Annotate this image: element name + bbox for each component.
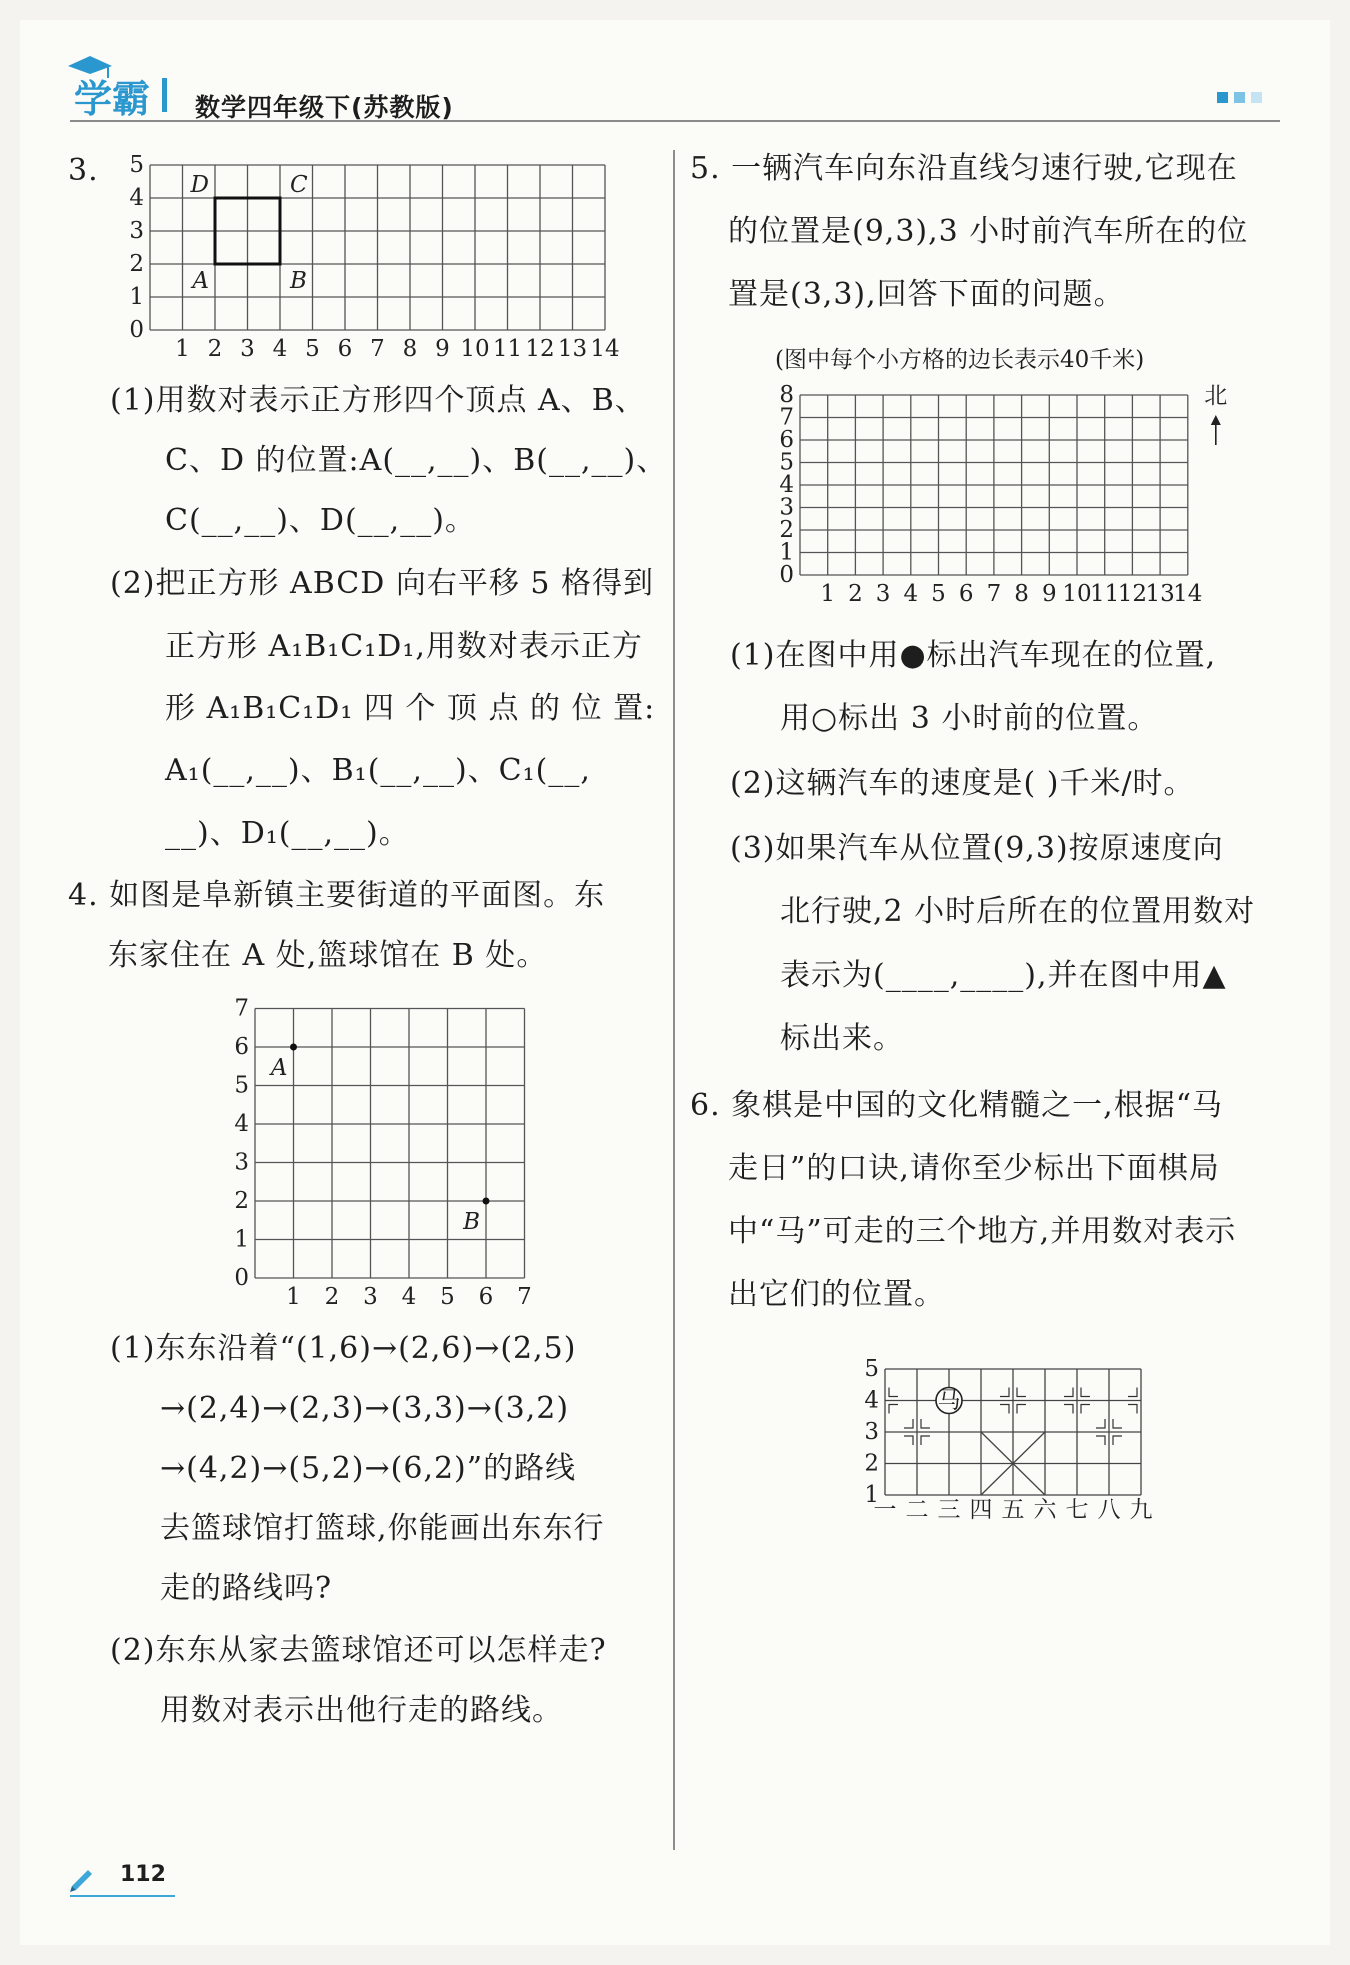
q3-y-tick-label: 4 (129, 185, 144, 211)
q5-y-tick-label: 1 (779, 539, 794, 566)
q6-x-tick-label: 三 (937, 1497, 961, 1523)
q4-part1-line4: 去篮球馆打篮球,你能画出东东行 (160, 1511, 605, 1546)
q3-x-tick-label: 7 (370, 336, 385, 362)
q5-x-tick-label: 2 (848, 581, 863, 607)
q3-x-tick-label: 5 (305, 336, 320, 362)
q5-y-tick-label: 3 (779, 494, 794, 521)
q4-y-tick-label: 5 (234, 1072, 249, 1099)
q3-part1-line3: C(__,__)、D(__,__)。 (165, 503, 476, 538)
q4-part1-line3: →(4,2)→(5,2)→(6,2)”的路线 (160, 1451, 577, 1486)
q4-x-tick-label: 4 (401, 1284, 417, 1310)
q3-y-tick-label: 3 (129, 218, 144, 244)
q3-part2-line3: 形 A₁B₁C₁D₁ 四 个 顶 点 的 位 置: (165, 691, 656, 726)
q6-position-mark (904, 1436, 913, 1445)
q6-position-mark (1113, 1436, 1122, 1445)
q5-part2-line1: (2)这辆汽车的速度是( )千米/时。 (730, 766, 1195, 801)
q3-part2-line4: A₁(__,__)、B₁(__,__)、C₁(__, (165, 753, 591, 788)
q6-horse-piece-label: 马 (937, 1387, 961, 1414)
q6-position-mark (1096, 1436, 1105, 1445)
q4-point-label-a: A (270, 1055, 288, 1081)
q4-part1-line1: (1)东东沿着“(1,6)→(2,6)→(2,5) (110, 1331, 577, 1366)
q4-y-tick-label: 1 (234, 1226, 249, 1253)
q6-position-mark (1113, 1419, 1122, 1428)
q5-x-tick-label: 12 (1117, 581, 1148, 607)
q5-part3-line4: 标出来。 (780, 1021, 904, 1056)
q3-point-label-d: D (190, 172, 209, 198)
q4-y-tick-label: 3 (234, 1149, 249, 1176)
q6-position-mark (1128, 1388, 1137, 1397)
q6-x-tick-label: 五 (1001, 1497, 1025, 1523)
q6-y-tick-label: 2 (864, 1450, 879, 1477)
q4-part2-line2: 用数对表示出他行走的路线。 (160, 1693, 563, 1728)
q5-y-tick-label: 5 (779, 449, 794, 476)
q6-x-tick-label: 一 (873, 1497, 897, 1523)
q6-y-tick-label: 3 (864, 1419, 879, 1445)
q3-y-tick-label: 5 (129, 152, 144, 178)
q3-x-tick-label: 9 (435, 336, 450, 362)
q4-part2-line1: (2)东东从家去篮球馆还可以怎样走? (110, 1633, 607, 1668)
q6-position-mark (1081, 1388, 1090, 1397)
q4-x-tick-label: 1 (286, 1284, 301, 1310)
q5-grid (770, 382, 1240, 610)
q6-position-mark (889, 1405, 898, 1414)
q5-line3: 置是(3,3),回答下面的问题。 (728, 277, 1125, 312)
pencil-icon (68, 1862, 98, 1892)
q3-y-tick-label: 0 (129, 317, 144, 343)
q4-y-tick-label: 7 (234, 995, 249, 1022)
q3-x-tick-label: 11 (492, 336, 523, 362)
q3-point-label-a: A (192, 268, 209, 294)
q6-y-tick-label: 5 (864, 1356, 879, 1382)
q3-x-tick-label: 10 (460, 336, 490, 362)
svg-text:学霸: 学霸 (74, 77, 151, 121)
q4-point-label-b: B (463, 1209, 480, 1235)
q3-x-tick-label: 14 (590, 336, 620, 362)
q4-part1-line2: →(2,4)→(2,3)→(3,3)→(3,2) (160, 1391, 570, 1426)
q6-position-mark (1064, 1405, 1073, 1414)
q3-part2-line5: __)、D₁(__,__)。 (165, 816, 410, 851)
q4-x-tick-label: 5 (440, 1284, 455, 1310)
q3-x-tick-label: 12 (525, 336, 555, 362)
q3-x-tick-label: 8 (402, 336, 418, 362)
q6-position-mark (1081, 1405, 1090, 1414)
q6-x-tick-label: 四 (969, 1497, 993, 1523)
q4-part1-line5: 走的路线吗? (160, 1571, 333, 1606)
q6-position-mark (1064, 1388, 1073, 1397)
q6-position-mark (1017, 1405, 1026, 1414)
q6-y-tick-label: 1 (864, 1482, 879, 1508)
q5-x-tick-label: 5 (931, 581, 946, 607)
q6-line4: 出它们的位置。 (728, 1277, 945, 1312)
q4-y-tick-label: 2 (234, 1188, 249, 1214)
q4-x-tick-label: 6 (478, 1284, 494, 1310)
corner-decoration (1217, 92, 1262, 103)
q6-x-tick-label: 八 (1097, 1497, 1121, 1523)
q3-point-label-c: C (290, 172, 308, 198)
q6-position-mark (1128, 1405, 1137, 1414)
q3-x-tick-label: 6 (337, 336, 353, 362)
q4-x-tick-label: 2 (324, 1284, 340, 1310)
q4-y-tick-label: 4 (234, 1111, 249, 1137)
q5-line2: 的位置是(9,3),3 小时前汽车所在的位 (728, 214, 1249, 249)
q6-chess-grid (855, 1345, 1155, 1525)
q6-x-tick-label: 七 (1065, 1497, 1089, 1523)
q4-point-a (290, 1044, 297, 1051)
q5-part3-line3: 表示为(____,____),并在图中用▲ (780, 958, 1227, 993)
q6-line1: 6. 象棋是中国的文化精髓之一,根据“马 (690, 1088, 1224, 1123)
q5-y-tick-label: 6 (779, 427, 794, 453)
brand-logo (50, 48, 190, 128)
q5-y-tick-label: 7 (779, 404, 794, 431)
q3-part2-line1: (2)把正方形 ABCD 向右平移 5 格得到 (110, 566, 655, 601)
q4-x-tick-label: 3 (363, 1284, 378, 1310)
q3-part1-line2: C、D 的位置:A(__,__)、B(__,__)、 (165, 443, 668, 478)
q3-y-tick-label: 1 (129, 284, 144, 310)
q3-x-tick-label: 1 (175, 336, 190, 362)
q6-position-mark (1000, 1405, 1009, 1414)
q3-grid (120, 150, 620, 362)
q6-position-mark (1096, 1419, 1105, 1428)
q4-y-tick-label: 0 (234, 1265, 249, 1291)
q5-line1: 5. 一辆汽车向东沿直线匀速行驶,它现在 (690, 151, 1238, 186)
q5-grid-caption: (图中每个小方格的边长表示40千米) (775, 347, 1145, 373)
q5-x-tick-label: 4 (903, 581, 919, 607)
q5-part1-line1: (1)在图中用●标出汽车现在的位置, (730, 638, 1217, 673)
q5-x-tick-label: 14 (1173, 581, 1203, 607)
q5-x-tick-label: 10 (1062, 581, 1092, 607)
q6-position-mark (921, 1419, 930, 1428)
q3-part1-line1: (1)用数对表示正方形四个顶点 A、B、 (110, 383, 646, 418)
q4-point-b (483, 1198, 490, 1205)
q5-x-tick-label: 8 (1014, 581, 1029, 607)
q6-position-mark (904, 1419, 913, 1428)
q5-y-tick-label: 0 (779, 562, 794, 588)
q3-x-tick-label: 13 (557, 336, 588, 362)
q4-line2: 东家住在 A 处,篮球馆在 B 处。 (108, 938, 548, 973)
q3-part2-line2: 正方形 A₁B₁C₁D₁,用数对表示正方 (165, 629, 643, 664)
q5-part3-line1: (3)如果汽车从位置(9,3)按原速度向 (730, 831, 1224, 866)
q5-north-arrowhead (1211, 415, 1221, 425)
q6-y-tick-label: 4 (864, 1387, 879, 1414)
q5-x-tick-label: 1 (820, 581, 836, 607)
q5-north-label: 北 (1204, 383, 1228, 409)
q5-y-tick-label: 4 (779, 472, 794, 498)
q6-line3: 中“马”可走的三个地方,并用数对表示 (728, 1214, 1237, 1249)
q3-point-label-b: B (290, 268, 307, 294)
q5-part1-line2: 用○标出 3 小时前的位置。 (780, 701, 1159, 736)
q6-x-tick-label: 六 (1033, 1497, 1057, 1523)
page-number: 112 (120, 1862, 166, 1887)
q3-x-tick-label: 2 (207, 336, 223, 362)
q4-line1: 4. 如图是阜新镇主要街道的平面图。东 (68, 878, 606, 913)
q6-position-mark (889, 1388, 898, 1397)
q5-x-tick-label: 6 (958, 581, 974, 607)
q5-x-tick-label: 7 (986, 581, 1002, 607)
q3-x-tick-label: 4 (272, 336, 288, 362)
q3-x-tick-label: 3 (240, 336, 255, 362)
column-divider (673, 150, 675, 1850)
header-rule (70, 120, 1280, 122)
q6-position-mark (921, 1436, 930, 1445)
q4-grid (225, 995, 545, 1310)
q5-y-tick-label: 8 (779, 382, 794, 408)
footer-rule (70, 1895, 175, 1897)
q4-x-tick-label: 7 (517, 1284, 532, 1310)
q6-line2: 走日”的口诀,请你至少标出下面棋局 (728, 1151, 1220, 1186)
q5-x-tick-label: 13 (1145, 581, 1175, 607)
q6-x-tick-label: 二 (905, 1497, 929, 1523)
q6-position-mark (1000, 1388, 1009, 1397)
q5-part3-line2: 北行驶,2 小时后所在的位置用数对 (780, 894, 1256, 929)
q5-x-tick-label: 3 (875, 581, 891, 607)
q6-x-tick-label: 九 (1129, 1497, 1153, 1523)
q5-x-tick-label: 11 (1090, 581, 1120, 607)
book-title: 数学四年级下(苏教版) (195, 93, 454, 122)
q5-y-tick-label: 2 (779, 517, 794, 543)
q6-position-mark (1017, 1388, 1026, 1397)
q4-y-tick-label: 6 (234, 1034, 249, 1060)
q5-x-tick-label: 9 (1041, 581, 1057, 607)
q3-number: 3. (68, 153, 99, 188)
q3-y-tick-label: 2 (129, 251, 144, 277)
